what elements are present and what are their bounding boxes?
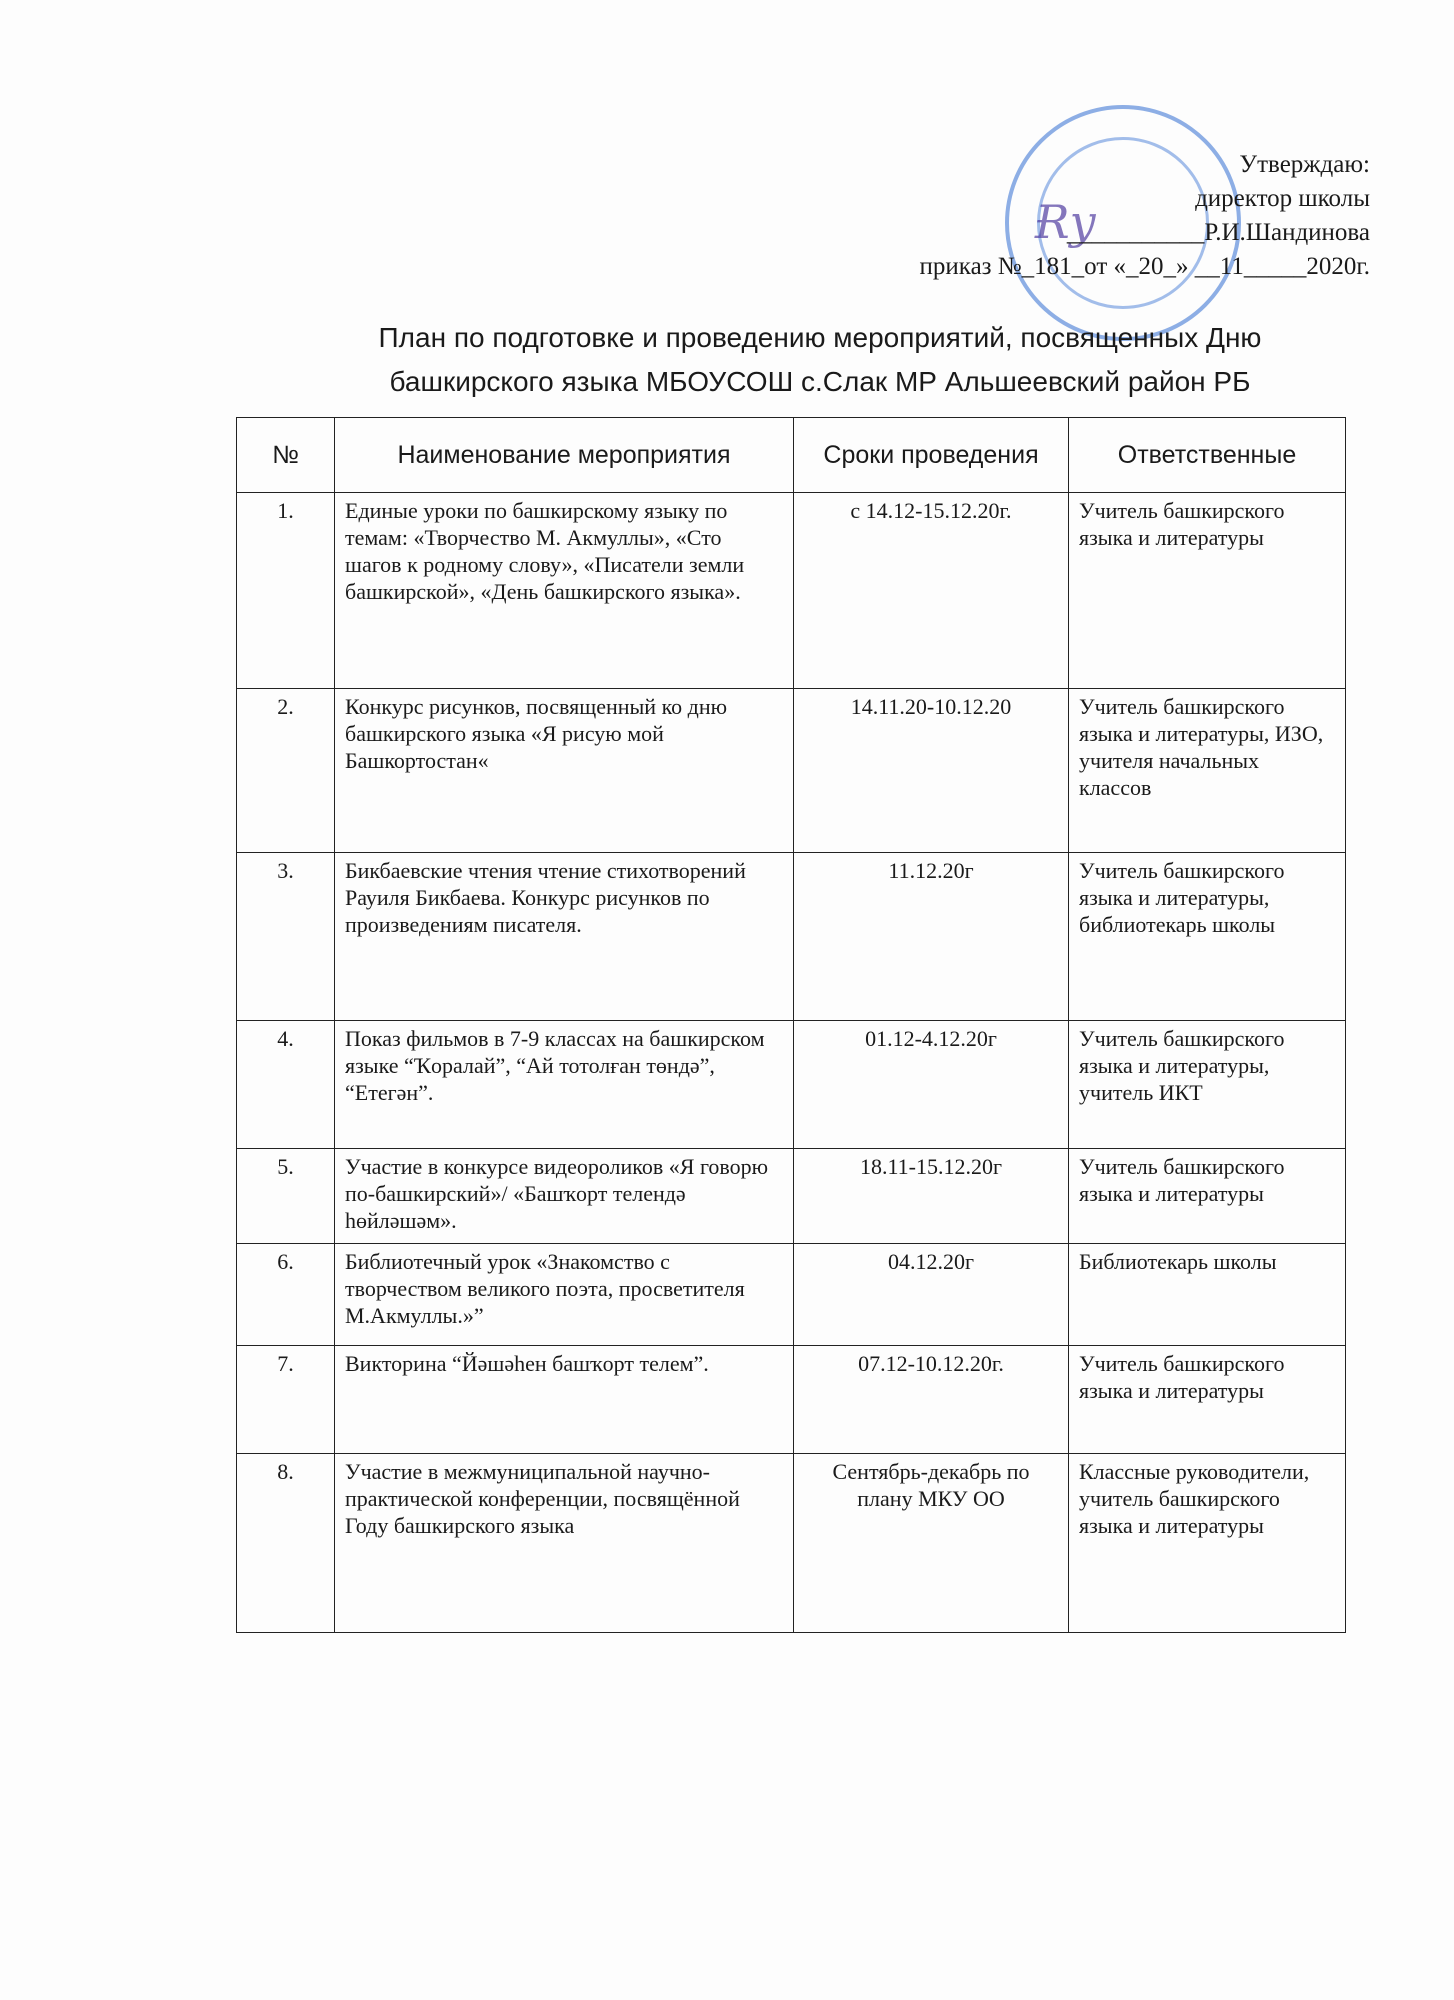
table-row	[237, 493, 1346, 689]
event-dates: 18.11-15.12.20г	[794, 1149, 1069, 1244]
row-number: 6.	[237, 1244, 335, 1346]
header-number: №	[237, 418, 335, 493]
event-name: Участие в межмуниципальной научно-практической конференции, посвящённой Году башкирского языка	[335, 1454, 794, 1633]
header-responsible: Ответственные	[1069, 418, 1346, 493]
responsible: Библиотекарь школы	[1069, 1244, 1346, 1346]
approval-order: приказ №_181_от «_20_» __11_____2020г.	[919, 253, 1370, 280]
event-name: Конкурс рисунков, посвященный ко дню башкирского языка «Я рисую мой Башкортостан«	[335, 689, 794, 853]
row-number: 7.	[237, 1346, 335, 1454]
event-name: Показ фильмов в 7-9 классах на башкирском языке “Ҡоралай”, “Ай тотолған төндә”, “Етегән”.	[335, 1021, 794, 1149]
row-number: 1.	[237, 493, 335, 689]
row-number: 3.	[237, 853, 335, 1021]
event-dates: 01.12-4.12.20г	[794, 1021, 1069, 1149]
responsible: Учитель башкирского языка и литературы, ИЗО, учителя начальных классов	[1069, 689, 1346, 853]
event-dates: 14.11.20-10.12.20	[794, 689, 1069, 853]
table-row	[237, 1454, 1346, 1633]
event-dates: 11.12.20г	[794, 853, 1069, 1021]
event-name: Единые уроки по башкирскому языку по темам: «Творчество М. Акмуллы», «Сто шагов к родному слову», «Писатели земли башкирской», «День башкирского языка».	[335, 493, 794, 689]
header-dates: Сроки проведения	[794, 418, 1069, 493]
responsible: Классные руководители, учитель башкирского языка и литературы	[1069, 1454, 1346, 1633]
responsible: Учитель башкирского языка и литературы, библиотекарь школы	[1069, 853, 1346, 1021]
responsible: Учитель башкирского языка и литературы	[1069, 1149, 1346, 1244]
table-row	[237, 1346, 1346, 1454]
table-row	[237, 1149, 1346, 1244]
row-number: 8.	[237, 1454, 335, 1633]
row-number: 5.	[237, 1149, 335, 1244]
table-row	[237, 1021, 1346, 1149]
event-dates: 07.12-10.12.20г.	[794, 1346, 1069, 1454]
table-row	[237, 689, 1346, 853]
title-line: План по подготовке и проведению мероприятий, посвященных Дню	[378, 322, 1262, 353]
table-row	[237, 1244, 1346, 1346]
event-name: Участие в конкурсе видеороликов «Я говорю по-башкирский»/ «Башҡорт телендә һөйләшәм».	[335, 1149, 794, 1244]
approval-line: Утверждаю:	[1239, 151, 1370, 178]
event-dates: с 14.12-15.12.20г.	[794, 493, 1069, 689]
event-name: Бикбаевские чтения чтение стихотворений Рауиля Бикбаева. Конкурс рисунков по произведениям писателя.	[335, 853, 794, 1021]
event-dates: Сентябрь-декабрь по плану МКУ ОО	[794, 1454, 1069, 1633]
responsible: Учитель башкирского языка и литературы, учитель ИКТ	[1069, 1021, 1346, 1149]
document-title	[200, 316, 1440, 404]
approval-name: ___________Р.И.Шандинова	[1066, 219, 1370, 246]
responsible: Учитель башкирского языка и литературы	[1069, 1346, 1346, 1454]
title-line: башкирского языка МБОУСОШ с.Слак МР Альшеевский район РБ	[389, 366, 1251, 397]
table-row	[237, 853, 1346, 1021]
row-number: 4.	[237, 1021, 335, 1149]
director-signature: Ɍy	[1035, 195, 1096, 249]
event-name: Библиотечный урок «Знакомство с творчеством великого поэта, просветителя М.Акмуллы.»”	[335, 1244, 794, 1346]
header-name: Наименование мероприятия	[335, 418, 794, 493]
event-name: Викторина “Йәшәһен башҡорт телем”.	[335, 1346, 794, 1454]
approval-position: директор школы	[1195, 185, 1370, 212]
event-dates: 04.12.20г	[794, 1244, 1069, 1346]
row-number: 2.	[237, 689, 335, 853]
responsible: Учитель башкирского языка и литературы	[1069, 493, 1346, 689]
events-table	[236, 417, 1346, 1633]
approval-block	[920, 148, 1370, 284]
